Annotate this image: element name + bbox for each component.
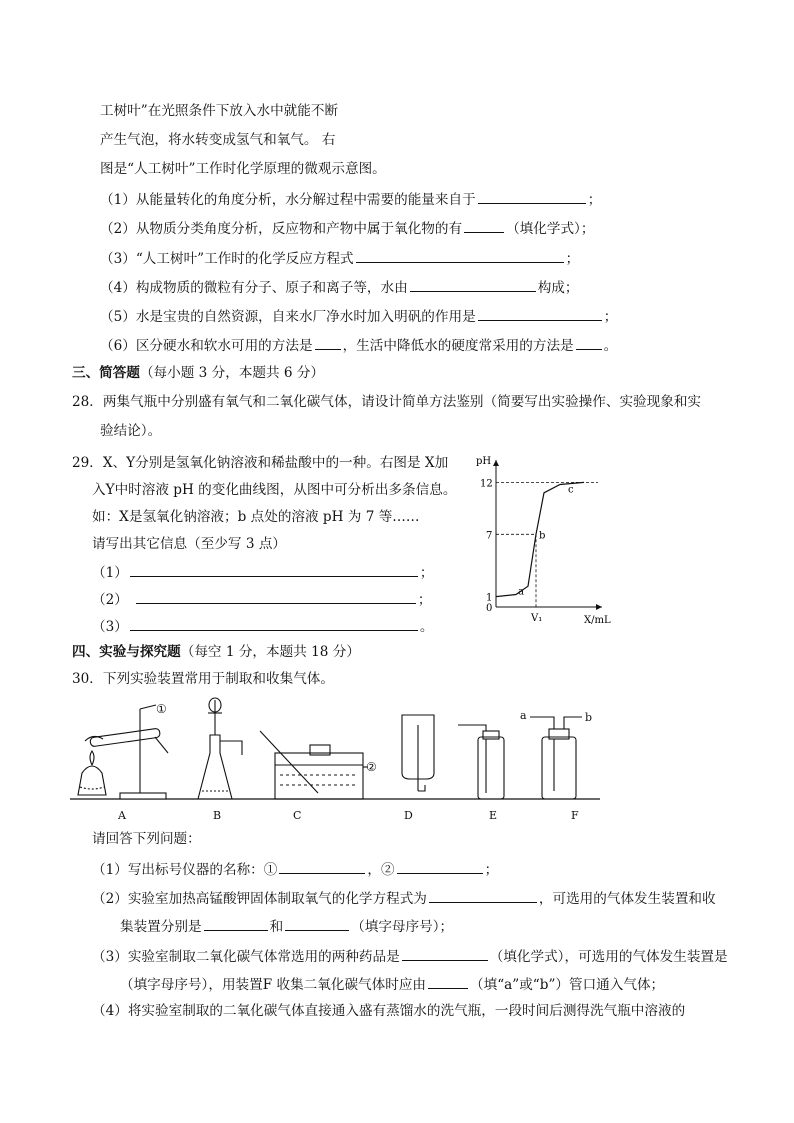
q30-line-1: 30．下列实验装置常用于制取和收集气体。 (72, 671, 334, 687)
bottle-f (542, 737, 576, 799)
q29-line-1: 29．X、Y分别是氢氧化钠溶液和稀盐酸中的一种。右图是 X加 (72, 455, 449, 471)
apparatus-c (260, 731, 368, 799)
q27-item-2: （2）从物质分类角度分析，反应物和产物中属于氧化物的有 （填化学式）； (100, 218, 594, 238)
answer-blank[interactable] (429, 888, 537, 903)
q27-item-1: （1）从能量转化的角度分析，水分解过程中需要的能量来自于 ； (100, 189, 601, 209)
answer-blank[interactable] (204, 916, 268, 931)
label-mark-1: ① (156, 702, 167, 716)
label-A: A (118, 809, 126, 822)
apparatus-a (78, 705, 168, 799)
flame (90, 751, 94, 765)
section-3-heading: 三、简答题（每小题 3 分，本题共 6 分） (72, 365, 325, 381)
answer-blank[interactable] (130, 562, 418, 577)
label-C: C (293, 809, 302, 822)
delivery-tube-c (260, 731, 318, 793)
answer-blank[interactable] (428, 974, 468, 989)
point-label-c: c (568, 484, 574, 496)
x-axis-arrow (596, 604, 602, 610)
point-label-b: b (539, 530, 546, 542)
apparatus-f (530, 717, 582, 799)
answer-blank[interactable] (285, 916, 349, 931)
stand-base (120, 793, 166, 799)
pointer-line-1 (140, 705, 156, 709)
lamp-fuel (80, 787, 104, 789)
y-tick-label: 12 (480, 478, 493, 490)
apparatus-figure (70, 695, 610, 825)
label-E: E (489, 809, 498, 822)
answer-blank[interactable] (315, 335, 341, 350)
y-tick-label: 7 (486, 530, 493, 542)
point-label-a: a (518, 586, 524, 598)
apparatus-d (402, 715, 434, 791)
answer-blank[interactable] (356, 248, 564, 263)
label-mark-2: ② (366, 760, 377, 774)
q29-answer-3: （3） 。 (92, 616, 433, 636)
section-4-heading: 四、实验与探究题（每空 1 分，本题共 18 分） (72, 644, 360, 660)
q30-s4: （4）将实验室制取的二氧化碳气体直接通入盛有蒸馏水的洗气瓶，一段时间后测得洗气瓶中溶液的 (92, 1003, 686, 1019)
x-axis-label: X/mL (584, 615, 611, 626)
answer-blank[interactable] (130, 616, 418, 631)
y-tick-label: 1 (486, 592, 493, 604)
y-axis-arrow (493, 460, 499, 466)
q27-item-6: （6）区分硬水和软水可用的方法是 ，生活中降低水的硬度常采用的方法是 。 (100, 335, 617, 355)
tube-e (458, 725, 486, 731)
apparatus-b (198, 698, 242, 799)
alcohol-lamp (78, 766, 106, 795)
q30-s2b: 集装置分别是 和 （填字母序号）； (120, 916, 453, 936)
q29-line-4: 请写出其它信息（至少写 3 点） (92, 536, 287, 552)
label-F: F (571, 809, 579, 822)
apparatus-e (458, 725, 504, 799)
intro-line-3: 图是“人工树叶”工作时化学原理的微观示意图。 (100, 161, 386, 177)
y-axis-label: pH (476, 456, 492, 467)
label-D: D (404, 809, 413, 822)
bottle-e (478, 737, 504, 799)
intro-line-2: 产生气泡，将水转变成氢气和氧气。 右 (100, 132, 336, 148)
q30-s2: （2）实验室加热高锰酸钾固体制取氧气的化学方程式为 ，可选用的气体发生装置和收 (92, 888, 716, 908)
answer-blank[interactable] (478, 189, 586, 204)
label-B: B (213, 809, 222, 822)
water-hatch (280, 775, 358, 785)
q27-item-4: （4）构成物质的微粒有分子、原子和离子等，水由 构成； (100, 277, 579, 297)
q29-answer-1: （1） ； (92, 562, 433, 582)
y-tick-label: 0 (486, 603, 493, 614)
tube-d-end (418, 785, 425, 791)
q30-s3b: （填字母序号），用装置F 收集二氧化碳气体时应由 （填“a”或“b”）管口通入气体； (120, 974, 664, 994)
chart-marks (496, 482, 584, 597)
answer-blank[interactable] (478, 306, 602, 321)
q27-item-5: （5）水是宝贵的自然资源，自来水厂净水时加入明矾的作用是 ； (100, 306, 617, 326)
answer-blank[interactable] (397, 859, 483, 874)
delivery-tube (155, 737, 168, 753)
answer-blank[interactable] (464, 218, 504, 233)
q30-prompt: 请回答下列问题： (92, 831, 201, 847)
label-b: b (585, 711, 593, 724)
q28-line-2: 验结论）。 (100, 423, 162, 439)
q29-line-2: 入Y中时溶液 pH 的变化曲线图，从图中可分析出多条信息。 (92, 482, 457, 498)
stopper-e (483, 731, 499, 739)
intro-line-1: 工树叶”在光照条件下放入水中就能不断 (100, 103, 339, 119)
q30-s1: （1）写出标号仪器的名称：① ，② ； (92, 859, 498, 879)
flask-outlet (220, 741, 242, 755)
q28-line-1: 28．两集气瓶中分别盛有氧气和二氧化碳气体，请设计简单方法鉴别（简要写出实验操作、实验现象和实 (72, 394, 702, 410)
answer-blank[interactable] (402, 946, 488, 961)
answer-blank[interactable] (410, 277, 536, 292)
conical-flask (198, 735, 232, 799)
q30-s3: （3）实验室制取二氧化碳气体常选用的两种药品是 （填化学式），可选用的气体发生装置是 (92, 946, 728, 966)
q27-item-3: （3）“人工树叶”工作时的化学反应方程式 ； (100, 248, 579, 268)
x-tick-v1: V₁ (531, 613, 543, 624)
water-trough (275, 753, 363, 799)
tube-b (564, 717, 582, 729)
q29-answer-2: （2） ； (92, 589, 431, 609)
label-a: a (520, 709, 527, 722)
answer-blank[interactable] (279, 859, 365, 874)
q29-line-3: 如：X是氢氧化钠溶液；b 点处的溶液 pH 为 7 等…… (92, 509, 420, 525)
answer-blank[interactable] (576, 335, 602, 350)
tube-a (530, 717, 554, 729)
answer-blank[interactable] (136, 589, 416, 604)
ph-curve-chart (470, 455, 610, 635)
